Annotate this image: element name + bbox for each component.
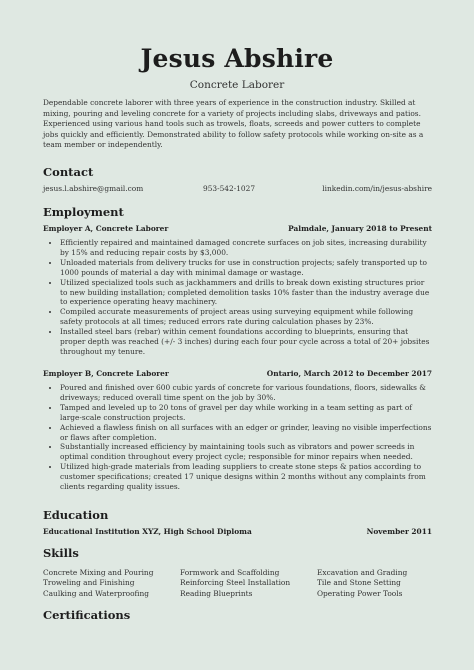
education-date: November 2011 (366, 527, 432, 536)
contact-heading: Contact (43, 165, 94, 179)
skill-item: Formwork and Scaffolding (180, 568, 280, 577)
candidate-name: Jesus Abshire (140, 44, 334, 73)
skills-column (317, 568, 407, 599)
job-bullets (43, 383, 432, 492)
job-bullet: • Compiled accurate measurements of project areas using surveying equipment while following safety protocols at all times; reduced errors rate during calculation phases by 23%. (60, 307, 432, 327)
candidate-role: Concrete Laborer (189, 79, 285, 91)
skill-item: Operating Power Tools (317, 588, 403, 598)
skills-column (43, 568, 153, 599)
job-bullet: • Poured and finished over 600 cubic yards of concrete for various foundations, floors, sidewalks & driveways; reduced overall time spent on the job by 30%. (60, 383, 432, 403)
job-header (43, 224, 432, 234)
job-title: Employer B, Concrete Laborer (43, 369, 169, 378)
job-bullet: • Utilized specialized tools such as jackhammers and drills to break down existing structures prior to new building installation; completed demolition tasks 10% faster than the industry average due to experience operating heavy machinery. (60, 278, 432, 308)
job-bullet: • Achieved a flawless finish on all surfaces with an edger or grinder, leaving no visible imperfections or flaws after completion. (60, 423, 432, 443)
job-title: Employer A, Concrete Laborer (43, 224, 169, 233)
skill-item: Reading Blueprints (180, 588, 253, 598)
skill-item: Caulking and Waterproofing (43, 588, 149, 598)
education-row (43, 527, 432, 537)
job-bullet: • Installed steel bars (rebar) within cement foundations according to blueprints, ensuring that proper depth was reached (+/- 3 inches) during each four pour cycle across a total of 20+ jobsites throughout my tenure. (60, 327, 432, 357)
job-bullets (43, 238, 432, 357)
contact-linkedin[interactable]: linkedin.com/in/jesus-abshire (322, 184, 432, 193)
skills-heading: Skills (43, 546, 79, 560)
skill-item: Concrete Mixing and Pouring (43, 568, 154, 577)
job-bullet: • Efficiently repaired and maintained damaged concrete surfaces on job sites, increasing durability by 15% and reducing repair costs by $3,000. (60, 238, 432, 258)
education-school: Educational Institution XYZ, High School Diploma (43, 527, 252, 536)
job-bullet: • Tamped and leveled up to 20 tons of gravel per day while working in a team setting as part of large-scale construction projects. (60, 403, 432, 423)
contact-email[interactable]: jesus.l.abshire@gmail.com (43, 184, 144, 193)
summary-paragraph: Dependable concrete laborer with three years of experience in the construction industry. Skilled at mixing, pouring and leveling concrete for a variety of projects including slabs, driveways and patios. Experienced using various hand tools such as trowels, floats, screeds and power cutters to complete jobs quickly and efficiently. Demonstrated ability to follow safety protocols while working on-site as a team member or independently. (43, 98, 424, 150)
skills-column (180, 568, 290, 599)
job-bullet: • Utilized high-grade materials from leading suppliers to create stone steps & patios according to customer specifications; created 17 unique designs within 2 months without any complaints from clients regarding quality issues. (60, 462, 432, 492)
job-bullet: • Unloaded materials from delivery trucks for use in construction projects; safely transported up to 1000 pounds of material a day with minimal damage or wastage. (60, 258, 432, 278)
skill-item: Reinforcing Steel Installation (180, 578, 291, 588)
skill-item: Troweling and Finishing (43, 578, 135, 588)
job-location-date: Palmdale, January 2018 to Present (288, 224, 432, 233)
education-heading: Education (43, 508, 109, 522)
contact-row (43, 184, 432, 194)
job-location-date: Ontario, March 2012 to December 2017 (266, 369, 432, 378)
certifications-heading: Certifications (43, 608, 131, 622)
skill-item: Excavation and Grading (317, 568, 408, 577)
job-header (43, 369, 432, 379)
job-bullet: • Substantially increased efficiency by maintaining tools such as vibrators and power screeds in optimal condition throughout every project cycle; responsible for minor repairs when needed. (60, 442, 432, 462)
contact-phone: 953-542-1027 (203, 184, 256, 193)
skill-item: Tile and Stone Setting (317, 578, 401, 588)
employment-heading: Employment (43, 205, 124, 219)
